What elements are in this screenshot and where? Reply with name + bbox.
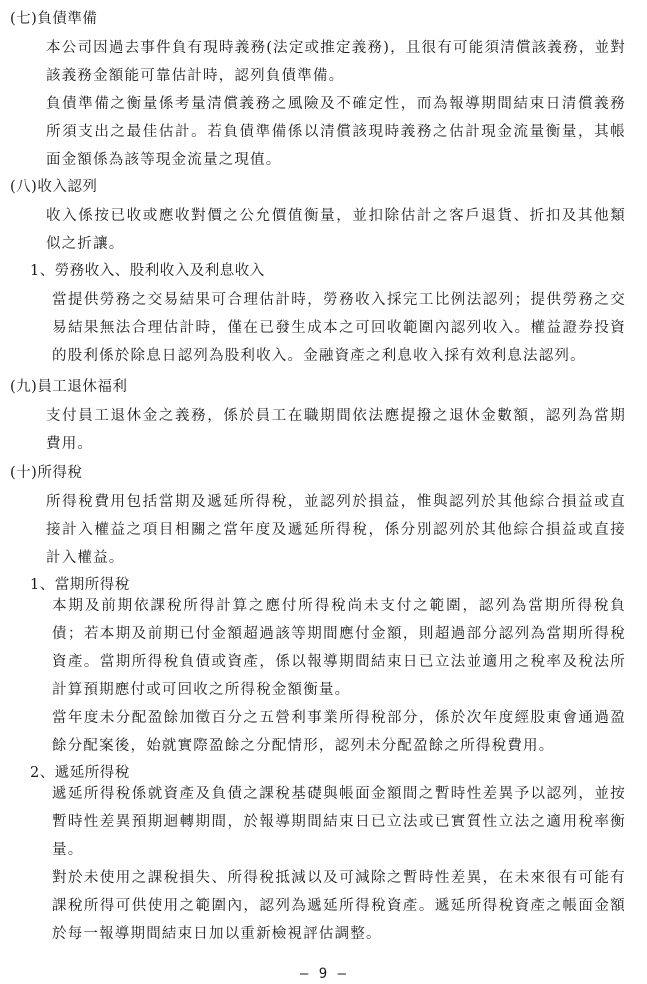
paragraph-deferred-tax-assets: 對於未使用之課稅損失、所得稅抵減以及可減除之暫時性差異，在未來很有可能有課稅所得可供使用之範圍內，認列為遞延所得稅資產。遞延所得稅資產之帳面金額於每一報導期間結束日加以重新檢視評估調整。 [52, 870, 626, 942]
section-heading-provisions: (七)負債準備 [10, 11, 98, 27]
paragraph-provisions-recognition: 本公司因過去事件負有現時義務(法定或推定義務)，且很有可能須清償該義務，並對該義務金額能可靠估計時，認列負債準備。 [46, 40, 626, 84]
paragraph-retirement-benefits: 支付員工退休金之義務，係於員工在職期間依法應提撥之退休金數額，認列為當期費用。 [46, 408, 626, 452]
paragraph-revenue-measurement: 收入係按已收或應收對價之公允價值衡量，並扣除估計之客戶退貨、折扣及其他類似之折讓。 [46, 208, 626, 252]
section-heading-income-tax: (十)所得稅 [10, 465, 83, 481]
paragraph-service-dividend-interest: 當提供勞務之交易結果可合理估計時，勞務收入採完工比例法認列；提供勞務之交易結果無法合理估計時，僅在已發生成本之可回收範圍內認列收入。權益證券投資的股利係於除息日認列為股利收入。金融資產之利息收入採有效利息法認列。 [52, 292, 626, 364]
subheading-deferred-tax: 2、遞延所得稅 [30, 765, 130, 781]
page-number: — 9 — [299, 966, 348, 982]
paragraph-current-tax-liability: 本期及前期依課稅所得計算之應付所得稅尚未支付之範圍，認列為當期所得稅負債；若本期及前期已付金額超過該等期間應付金額，則超過部分認列為當期所得稅資產。當期所得稅負債或資產，係以報導期間結束日已立法並適用之稅率及稅法所計算預期應付或可回收之所得稅金額衡量。 [52, 598, 626, 698]
paragraph-income-tax-expense: 所得稅費用包括當期及遞延所得稅，並認列於損益，惟與認列於其他綜合損益或直接計入權益之項目相關之當年度及遞延所得稅，係分別認列於其他綜合損益或直接計入權益。 [46, 494, 626, 566]
subheading-current-tax: 1、當期所得稅 [30, 577, 130, 593]
paragraph-undistributed-earnings-tax: 當年度未分配盈餘加徵百分之五營利事業所得稅部分，係於次年度經股東會通過盈餘分配案後，始就實際盈餘之分配情形，認列未分配盈餘之所得稅費用。 [52, 710, 626, 754]
subheading-service-dividend-interest: 1、勞務收入、股利收入及利息收入 [30, 263, 265, 279]
section-heading-retirement-benefits: (九)員工退休福利 [10, 379, 128, 395]
section-heading-revenue: (八)收入認列 [10, 179, 98, 195]
paragraph-provisions-measurement: 負債準備之衡量係考量清償義務之風險及不確定性，而為報導期間結束日清償義務所須支出之最佳估計。若負債準備係以清償該現時義務之估計現金流量衡量，其帳面金額係為該等現金流量之現值。 [46, 96, 626, 168]
paragraph-deferred-tax-recognition: 遞延所得稅係就資產及負債之課稅基礎與帳面金額間之暫時性差異予以認列，並按暫時性差異預期迴轉期間，於報導期間結束日已立法或已實質性立法之適用稅率衡量。 [52, 786, 626, 858]
